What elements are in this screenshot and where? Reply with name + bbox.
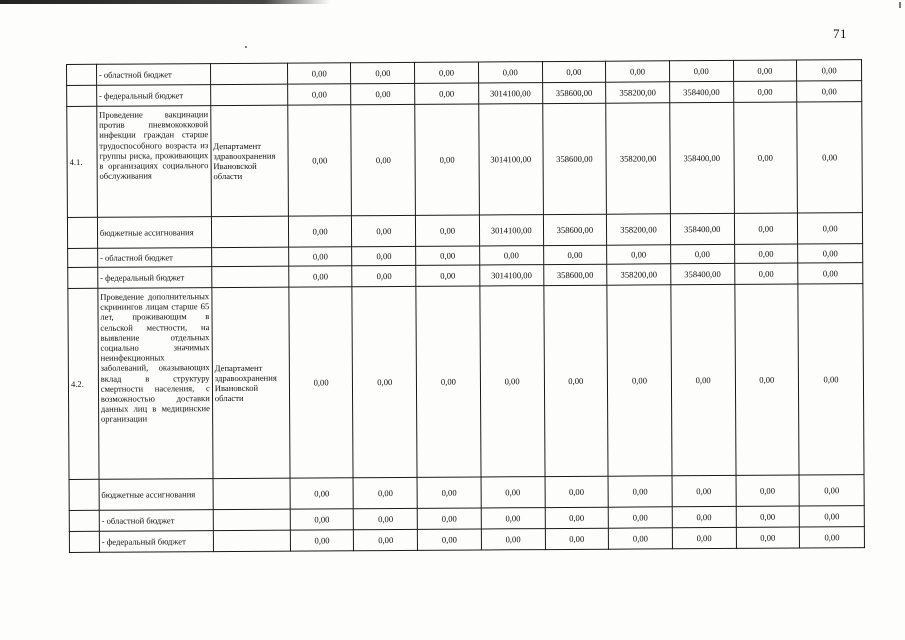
value-cell: 0,00 (669, 60, 733, 81)
value-cell: 0,00 (608, 507, 672, 528)
value-cell: 0,00 (351, 83, 415, 104)
measure-description: Проведение вакцинации против пневмококковой инфекции граждан старше трудоспособного возраста из группы риска, проживающих в организациях социального обслуживания (97, 106, 212, 218)
value-cell: 3014100,00 (478, 83, 542, 104)
value-cell: 0,00 (416, 265, 480, 286)
budget-table (66, 59, 865, 553)
row-index (69, 479, 99, 510)
row-index (67, 64, 97, 85)
value-cell: 0,00 (672, 475, 736, 506)
scan-corner-mark (899, 2, 901, 8)
value-cell: 0,00 (733, 102, 797, 213)
funding-source-label: - федеральный бюджет (98, 267, 212, 289)
value-cell: 0,00 (545, 476, 609, 507)
executor-cell (210, 63, 287, 84)
row-index (67, 217, 97, 248)
value-cell: 0,00 (354, 508, 418, 529)
value-cell: 0,00 (417, 508, 481, 529)
value-cell: 0,00 (799, 475, 864, 506)
value-cell: 0,00 (418, 529, 482, 550)
value-cell: 0,00 (354, 477, 418, 508)
value-cell: 0,00 (417, 477, 481, 508)
row-index (67, 85, 97, 106)
value-cell: 0,00 (733, 81, 797, 102)
funding-source-label: - федеральный бюджет (96, 85, 210, 107)
value-cell: 0,00 (672, 527, 736, 548)
executor-cell (211, 247, 288, 266)
value-cell: 0,00 (734, 244, 798, 263)
value-cell: 0,00 (733, 60, 797, 81)
value-cell: 0,00 (416, 286, 481, 477)
row-index (68, 248, 98, 267)
value-cell: 0,00 (734, 213, 798, 244)
executor-cell (211, 216, 288, 247)
value-cell: 0,00 (800, 527, 865, 548)
value-cell: 0,00 (607, 285, 672, 476)
value-cell: 0,00 (606, 61, 670, 82)
value-cell: 0,00 (672, 506, 736, 527)
row-index (69, 510, 99, 531)
value-cell: 0,00 (481, 477, 545, 508)
value-cell: 358400,00 (670, 213, 734, 244)
executor-cell (210, 84, 287, 105)
value-cell: 0,00 (290, 509, 354, 530)
executor-cell: Департамент здравоохранения Ивановской области (211, 105, 289, 216)
executor-cell (212, 266, 289, 287)
value-cell: 3014100,00 (480, 265, 544, 286)
value-cell: 0,00 (290, 530, 354, 551)
value-cell: 358200,00 (607, 264, 671, 285)
value-cell: 0,00 (352, 215, 416, 246)
value-cell: 0,00 (287, 63, 351, 84)
measure-row (68, 284, 864, 480)
funding-source-label: - федеральный бюджет (99, 531, 213, 553)
value-cell: 358200,00 (606, 103, 670, 214)
value-cell: 0,00 (415, 83, 479, 104)
value-cell: 0,00 (290, 478, 354, 509)
value-cell: 358600,00 (543, 214, 607, 245)
value-cell: 0,00 (289, 266, 353, 287)
executor-cell (213, 530, 290, 551)
value-cell: 0,00 (288, 216, 352, 247)
measure-description: Проведение дополнительных скринингов лицам старше 65 лет, проживающим в сельской местности, на выявление отдельных социально значимых неинфекционных заболеваний, оказывающих вклад в структуру смертности населения, с возможностью доставки данных лиц в медицинские организации (98, 288, 213, 480)
value-cell: 358200,00 (607, 214, 671, 245)
value-cell: 0,00 (798, 244, 863, 263)
value-cell: 0,00 (798, 263, 863, 284)
value-cell: 358600,00 (543, 264, 607, 285)
value-cell: 358200,00 (606, 82, 670, 103)
value-cell: 0,00 (288, 105, 352, 216)
row-index (68, 267, 98, 288)
value-cell: 0,00 (289, 287, 354, 478)
value-cell: 0,00 (352, 246, 416, 265)
funding-source-label: бюджетные ассигнования (99, 479, 213, 511)
value-cell: 0,00 (671, 284, 736, 475)
value-cell: 0,00 (543, 285, 608, 476)
value-cell: 358600,00 (542, 82, 606, 103)
scan-edge-artifact (0, 0, 330, 4)
funding-source-label: - областной бюджет (99, 510, 213, 532)
value-cell: 0,00 (797, 81, 862, 102)
value-cell: 0,00 (797, 60, 862, 81)
row-index (69, 531, 99, 552)
value-cell: 3014100,00 (479, 104, 543, 215)
value-cell: 0,00 (797, 102, 862, 213)
value-cell: 0,00 (798, 284, 864, 475)
value-cell: 0,00 (415, 62, 479, 83)
value-cell: 0,00 (799, 506, 864, 527)
value-cell: 0,00 (352, 265, 416, 286)
value-cell: 0,00 (416, 246, 480, 265)
value-cell: 0,00 (608, 476, 672, 507)
funding-row (67, 213, 862, 249)
value-cell: 358400,00 (669, 81, 733, 102)
value-cell: 0,00 (736, 506, 800, 527)
funding-row (69, 527, 864, 553)
value-cell: 0,00 (287, 84, 351, 105)
value-cell: 3014100,00 (479, 215, 543, 246)
value-cell: 0,00 (542, 61, 606, 82)
value-cell: 0,00 (609, 528, 673, 549)
funding-source-label: бюджетные ассигнования (97, 217, 211, 249)
funding-row (69, 475, 864, 511)
value-cell: 0,00 (734, 263, 798, 284)
executor-cell (213, 509, 290, 530)
value-cell: 0,00 (543, 245, 607, 264)
value-cell: 0,00 (670, 244, 734, 263)
row-index: 4.2. (68, 288, 99, 479)
value-cell: 0,00 (354, 529, 418, 550)
value-cell: 0,00 (288, 247, 352, 266)
value-cell: 0,00 (798, 213, 863, 244)
value-cell: 0,00 (736, 527, 800, 548)
page-number: 71 (833, 26, 847, 41)
executor-cell (213, 478, 290, 509)
value-cell: 0,00 (351, 62, 415, 83)
value-cell: 0,00 (480, 286, 545, 477)
value-cell: 0,00 (607, 245, 671, 264)
executor-cell: Департамент здравоохранения Ивановской области (212, 287, 290, 478)
value-cell: 0,00 (415, 104, 479, 215)
value-cell: 0,00 (545, 528, 609, 549)
value-cell: 0,00 (545, 507, 609, 528)
value-cell: 0,00 (481, 508, 545, 529)
value-cell: 358400,00 (670, 102, 734, 213)
value-cell: 0,00 (734, 284, 799, 475)
value-cell: 0,00 (736, 475, 800, 506)
row-index: 4.1. (67, 106, 97, 217)
value-cell: 0,00 (351, 104, 415, 215)
scan-speck (245, 46, 247, 48)
funding-source-label: - областной бюджет (96, 64, 210, 86)
value-cell: 0,00 (352, 286, 417, 477)
value-cell: 0,00 (481, 529, 545, 550)
measure-row (67, 102, 863, 218)
value-cell: 0,00 (479, 246, 543, 265)
funding-source-label: - областной бюджет (97, 248, 211, 268)
value-cell: 0,00 (416, 215, 480, 246)
value-cell: 0,00 (478, 62, 542, 83)
value-cell: 358600,00 (542, 103, 606, 214)
value-cell: 358400,00 (671, 263, 735, 284)
